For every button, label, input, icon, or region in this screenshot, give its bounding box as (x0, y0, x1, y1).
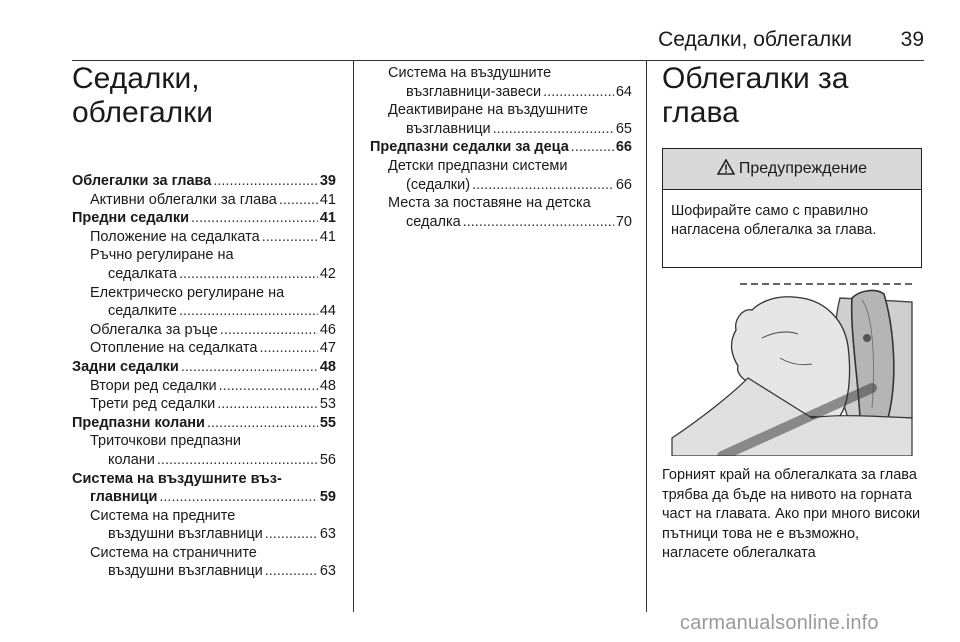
page-header (72, 28, 924, 58)
toc-leader-dots (265, 525, 318, 544)
toc-entry[interactable] (370, 138, 632, 157)
toc-page-number: 42 (319, 265, 336, 282)
column-divider-1 (353, 60, 354, 612)
section-body: Горният край на облегалката за глава трябва да бъде на нивото на горната част на главата. Ако при много високи пътници това не е възможно, нагласете облегалката (662, 467, 921, 561)
toc-page-number: 59 (319, 489, 336, 506)
toc-entry-title: Предпазни колани (72, 414, 205, 431)
toc-entry[interactable] (72, 172, 336, 191)
toc-entry-title: въздушни възглавници (108, 563, 263, 580)
toc-page-number: 46 (319, 321, 336, 338)
toc-entry-title: Облегалки за глава (72, 173, 212, 189)
toc-leader-dots (179, 265, 318, 284)
toc-entry[interactable] (72, 265, 336, 284)
toc-entry[interactable] (72, 191, 336, 210)
toc-entry[interactable] (72, 339, 336, 358)
toc-page-number: 44 (319, 303, 336, 320)
toc-leader-dots (191, 209, 318, 228)
toc-leader-dots (207, 414, 318, 433)
toc-entry[interactable] (370, 213, 632, 232)
toc-entry-line: Ръчно регулиране на (90, 247, 234, 264)
toc-leader-dots (220, 321, 318, 340)
toc-leader-dots (279, 191, 318, 210)
toc-page-number: 39 (319, 173, 336, 189)
toc-page-number: 41 (319, 191, 336, 208)
toc-entry[interactable] (72, 488, 336, 507)
toc-entry[interactable] (72, 525, 336, 544)
toc-entry[interactable] (72, 395, 336, 414)
toc-leader-dots (265, 562, 318, 581)
toc-page-number: 41 (319, 228, 336, 245)
toc-entry-title: седалката (108, 265, 177, 282)
toc-entry-line: Триточкови предпазни (90, 433, 242, 450)
toc-entry-title: възглавници (406, 120, 491, 137)
toc-leader-dots (259, 339, 317, 358)
toc-leader-dots (571, 138, 614, 157)
toc-leader-dots (219, 377, 318, 396)
toc-entry-title: Положение на седалката (90, 228, 260, 245)
toc-entry[interactable] (72, 209, 336, 228)
toc-page-number: 70 (615, 213, 632, 230)
warning-heading: Предупреждение (738, 160, 868, 177)
toc-entry-title: възглавници-завеси (406, 83, 542, 100)
toc-entry-line: Система на страничните (90, 544, 257, 561)
toc-page-number: 66 (615, 139, 632, 156)
toc-page-number: 63 (319, 526, 336, 543)
toc-entry-line: Система на въздушните въз- (72, 470, 282, 487)
toc-entry-line: Детски предпазни системи (388, 157, 568, 174)
toc-entry-title: Задни седалки (72, 358, 179, 375)
watermark: carmanualsonline.info (680, 612, 879, 634)
toc-page-number: 47 (319, 340, 336, 357)
toc-leader-dots (159, 488, 317, 507)
toc-page-number: 56 (319, 451, 336, 468)
toc-leader-dots (463, 213, 614, 232)
toc-page-number: 66 (615, 176, 632, 193)
chapter-title-line2: облегалки (72, 96, 214, 129)
toc-leader-dots (181, 358, 318, 377)
toc-leader-dots (472, 176, 614, 195)
toc-entry-title: Трети ред седалки (90, 396, 216, 413)
warning-text: Шофирайте само с правилно нагласена облегалка за глава. (671, 203, 877, 238)
table-of-contents (72, 172, 336, 581)
toc-entry[interactable] (72, 358, 336, 377)
toc-entry[interactable] (370, 176, 632, 195)
toc-entry[interactable] (72, 414, 336, 433)
column-divider-2 (646, 60, 647, 612)
toc-leader-dots (543, 83, 614, 102)
toc-entry[interactable] (370, 120, 632, 139)
toc-entry-title: колани (108, 451, 155, 468)
toc-page-number: 48 (319, 377, 336, 394)
chapter-title-line1: Седалки, (72, 62, 200, 95)
toc-page-number: 48 (319, 358, 336, 375)
toc-leader-dots (262, 228, 318, 247)
toc-entry-title: Отопление на седалката (90, 340, 258, 357)
toc-page-number: 41 (319, 210, 336, 227)
toc-entry-title: главници (90, 489, 158, 506)
toc-entry-line: Система на въздушните (388, 65, 552, 81)
toc-entry[interactable] (72, 451, 336, 470)
toc-leader-dots (217, 395, 318, 414)
toc-entry-line: Електрическо регулиране на (90, 284, 285, 301)
toc-column-1 (72, 60, 336, 581)
running-title: Седалки, облегалки (658, 28, 852, 51)
section-title: Облегалки за глава (662, 62, 849, 129)
toc-entry-title: Активни облегалки за глава (90, 191, 277, 208)
toc-entry-title: Предпазни седалки за деца (370, 139, 569, 156)
headrest-illustration (662, 268, 924, 456)
toc-leader-dots (493, 120, 614, 139)
page-number: 39 (900, 28, 924, 51)
toc-leader-dots (179, 302, 318, 321)
toc-page-number: 65 (615, 120, 632, 137)
toc-entry-line: Деактивиране на въздушните (388, 102, 588, 119)
toc-page-number: 63 (319, 563, 336, 580)
toc-column-2 (370, 60, 632, 231)
chapter-title (72, 62, 336, 130)
toc-page-number: 55 (319, 414, 336, 431)
toc-entry-title: Предни седалки (72, 210, 190, 227)
toc-entry-title: (седалки) (406, 176, 471, 193)
warning-triangle-icon (717, 159, 735, 180)
toc-entry-title: Втори ред седалки (90, 377, 217, 394)
toc-entry-title: седалка (406, 213, 461, 230)
toc-entry[interactable] (72, 302, 336, 321)
table-of-contents-continued (370, 64, 632, 231)
toc-entry[interactable] (370, 83, 632, 102)
section-column (662, 60, 924, 561)
toc-entry[interactable] (72, 321, 336, 340)
toc-page-number: 64 (615, 83, 632, 100)
toc-entry[interactable] (72, 562, 336, 581)
toc-entry[interactable] (72, 377, 336, 396)
toc-leader-dots (213, 172, 318, 191)
toc-entry[interactable] (72, 228, 336, 247)
toc-page-number: 53 (319, 396, 336, 413)
toc-entry-line: Места за поставяне на детска (388, 195, 591, 212)
toc-leader-dots (157, 451, 318, 470)
warning-box (662, 148, 922, 268)
toc-entry-line: Система на предните (90, 507, 236, 524)
toc-entry-title: седалките (108, 303, 177, 320)
toc-entry-title: въздушни възглавници (108, 526, 263, 543)
toc-entry-title: Облегалка за ръце (90, 321, 218, 338)
warning-header (663, 149, 921, 190)
